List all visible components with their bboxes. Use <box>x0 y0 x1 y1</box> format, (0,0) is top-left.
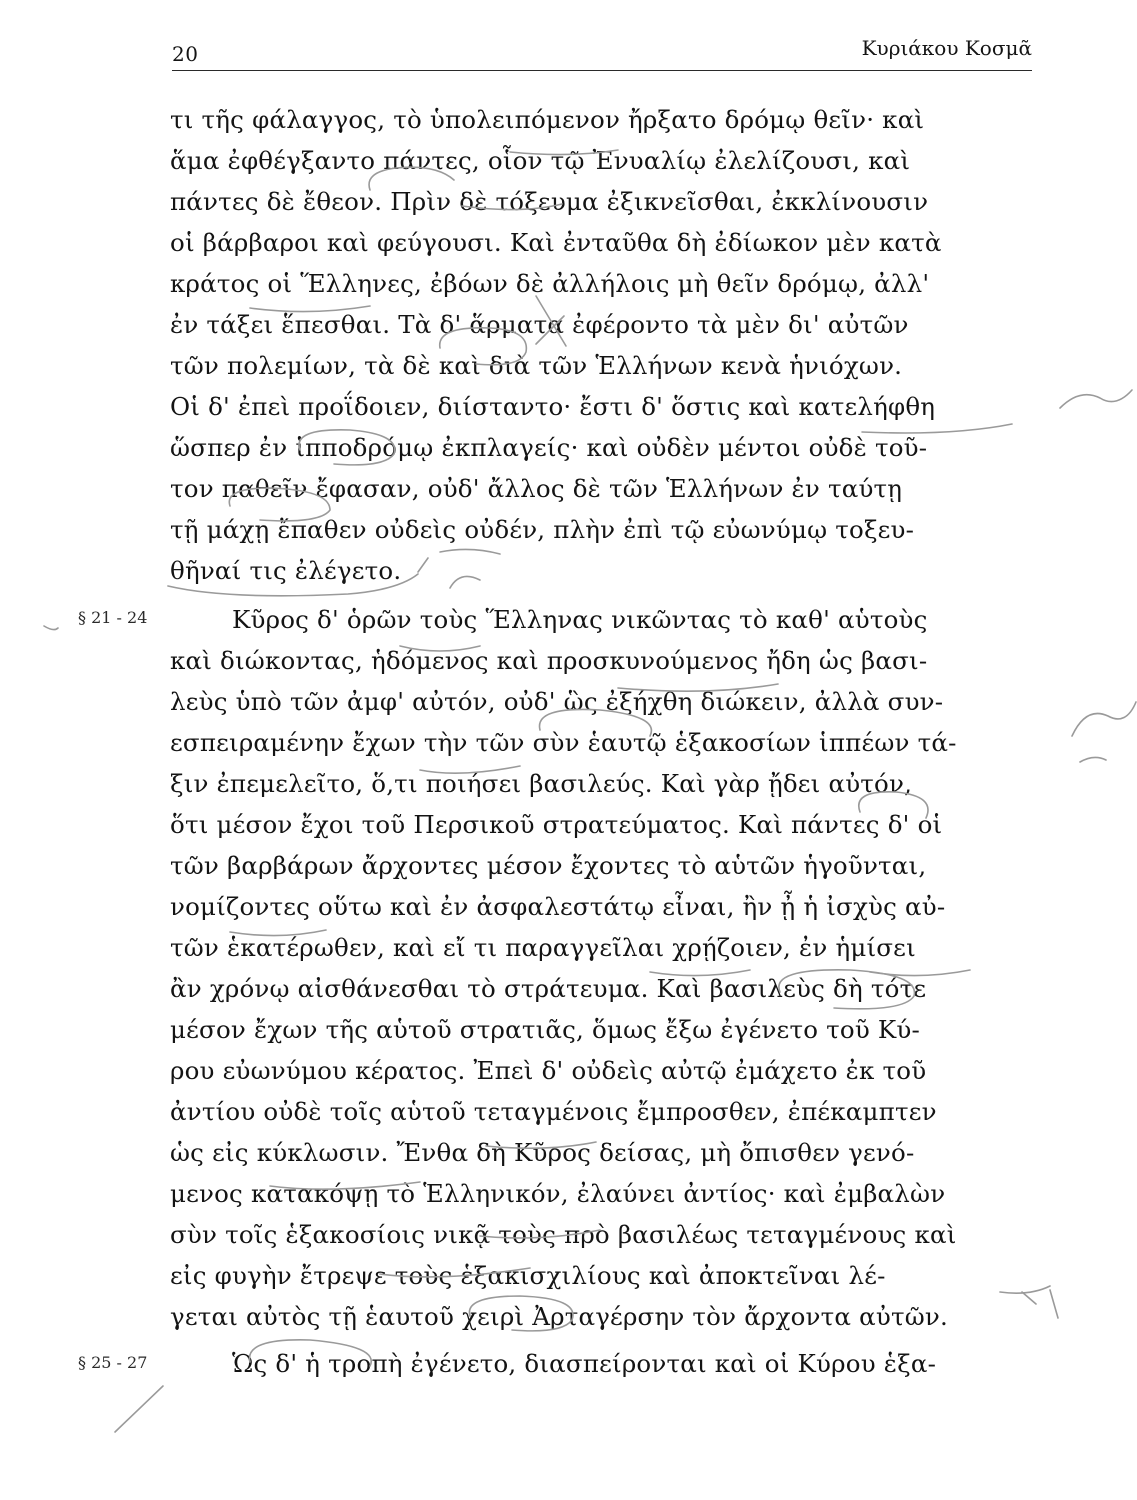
text-line: ἐν τάξει ἕπεσθαι. Τὰ δ' ἅρματα ἐφέροντο τὰ μὲν δι' αὐτῶν <box>170 310 909 339</box>
text-line: εἰς φυγὴν ἔτρεψε τοὺς ἑξακισχιλίους καὶ ἀποκτεῖναι λέ- <box>170 1261 886 1290</box>
text-line: καὶ διώκοντας, ἡδόμενος καὶ προσκυνούμενος ἤδη ὡς βασι- <box>170 646 928 675</box>
margin-section-reference: § 25 - 27 <box>78 1353 148 1372</box>
running-title: Κυριάκου Κοσμᾶ <box>861 36 1032 60</box>
text-line: τῶν πολεμίων, τὰ δὲ καὶ διὰ τῶν Ἑλλήνων κενὰ ἡνιόχων. <box>170 351 903 380</box>
text-line: Οἱ δ' ἐπεὶ προΐδοιεν, διίσταντο· ἔστι δ' ὅστις καὶ κατελήφθη <box>170 392 936 421</box>
text-line: σὺν τοῖς ἑξακοσίοις νικᾷ τοὺς πρὸ βασιλέως τεταγμένους καὶ <box>170 1220 957 1249</box>
text-line: πάντες δὲ ἔθεον. Πρὶν δὲ τόξευμα ἐξικνεῖσθαι, ἐκκλίνουσιν <box>170 187 929 216</box>
text-line: εσπειραμένην ἔχων τὴν τῶν σὺν ἑαυτῷ ἑξακοσίων ἱππέων τά- <box>170 728 957 757</box>
text-line: τῶν ἑκατέρωθεν, καὶ εἴ τι παραγγεῖλαι χρῄζοιεν, ἐν ἡμίσει <box>170 933 916 962</box>
text-line: ρου εὐωνύμου κέρατος. Ἐπεὶ δ' οὐδεὶς αὐτῷ ἐμάχετο ἐκ τοῦ <box>170 1056 927 1085</box>
text-line: ἅμα ἐφθέγξαντο πάντες, οἷον τῷ Ἐνυαλίῳ ἐλελίζουσι, καὶ <box>170 146 911 175</box>
text-line: νομίζοντες οὕτω καὶ ἐν ἀσφαλεστάτῳ εἶναι, ἢν ᾖ ἡ ἰσχὺς αὐ- <box>170 892 946 921</box>
margin-section-reference: § 21 - 24 <box>78 608 148 627</box>
text-line: γεται αὐτὸς τῇ ἑαυτοῦ χειρὶ Ἀρταγέρσην τὸν ἄρχοντα αὐτῶν. <box>170 1302 948 1331</box>
text-line: ὡς εἰς κύκλωσιν. Ἔνθα δὴ Κῦρος δείσας, μὴ ὄπισθεν γενό- <box>170 1138 915 1167</box>
text-line: κράτος οἱ Ἕλληνες, ἐβόων δὲ ἀλλήλοις μὴ θεῖν δρόμῳ, ἀλλ' <box>170 269 930 298</box>
text-line: τῶν βαρβάρων ἄρχοντες μέσον ἔχοντες τὸ αὑτῶν ἡγοῦνται, <box>170 851 927 880</box>
text-line: ὥσπερ ἐν ἱπποδρόμῳ ἐκπλαγείς· καὶ οὐδὲν μέντοι οὐδὲ τοῦ- <box>170 433 928 462</box>
text-line: ξιν ἐπεμελεῖτο, ὅ,τι ποιήσει βασιλεύς. Καὶ γὰρ ᾔδει αὐτόν, <box>170 769 913 798</box>
text-line: τι τῆς φάλαγγος, τὸ ὑπολειπόμενον ἤρξατο δρόμῳ θεῖν· καὶ <box>170 105 925 134</box>
page-number: 20 <box>172 42 199 66</box>
text-line: τῇ μάχῃ ἔπαθεν οὐδεὶς οὐδέν, πλὴν ἐπὶ τῷ εὐωνύμῳ τοξευ- <box>170 515 915 544</box>
text-line: οἱ βάρβαροι καὶ φεύγουσι. Καὶ ἐνταῦθα δὴ ἐδίωκον μὲν κατὰ <box>170 228 942 257</box>
text-line: Ὡς δ' ἡ τροπὴ ἐγένετο, διασπείρονται καὶ οἱ Κύρου ἑξα- <box>232 1349 937 1378</box>
text-line: λεὺς ὑπὸ τῶν ἀμφ' αὐτόν, οὐδ' ὣς ἐξήχθη διώκειν, ἀλλὰ συν- <box>170 687 944 716</box>
text-line: θῆναί τις ἐλέγετο. <box>170 556 402 585</box>
text-line: μέσον ἔχων τῆς αὑτοῦ στρατιᾶς, ὅμως ἔξω ἐγένετο τοῦ Κύ- <box>170 1015 921 1044</box>
text-line: μενος κατακόψῃ τὸ Ἑλληνικόν, ἐλαύνει ἀντίος· καὶ ἐμβαλὼν <box>170 1179 946 1208</box>
text-line: τον παθεῖν ἔφασαν, οὐδ' ἄλλος δὲ τῶν Ἑλλήνων ἐν ταύτῃ <box>170 474 903 503</box>
header-divider <box>172 70 1032 71</box>
text-line: Κῦρος δ' ὁρῶν τοὺς Ἕλληνας νικῶντας τὸ καθ' αὑτοὺς <box>232 605 928 634</box>
text-line: ἀντίου οὐδὲ τοῖς αὑτοῦ τεταγμένοις ἔμπροσθεν, ἐπέκαμπτεν <box>170 1097 937 1126</box>
text-line: ὅτι μέσον ἔχοι τοῦ Περσικοῦ στρατεύματος. Καὶ πάντες δ' οἱ <box>170 810 943 839</box>
text-line: ἂν χρόνῳ αἰσθάνεσθαι τὸ στράτευμα. Καὶ βασιλεὺς δὴ τότε <box>170 974 927 1003</box>
